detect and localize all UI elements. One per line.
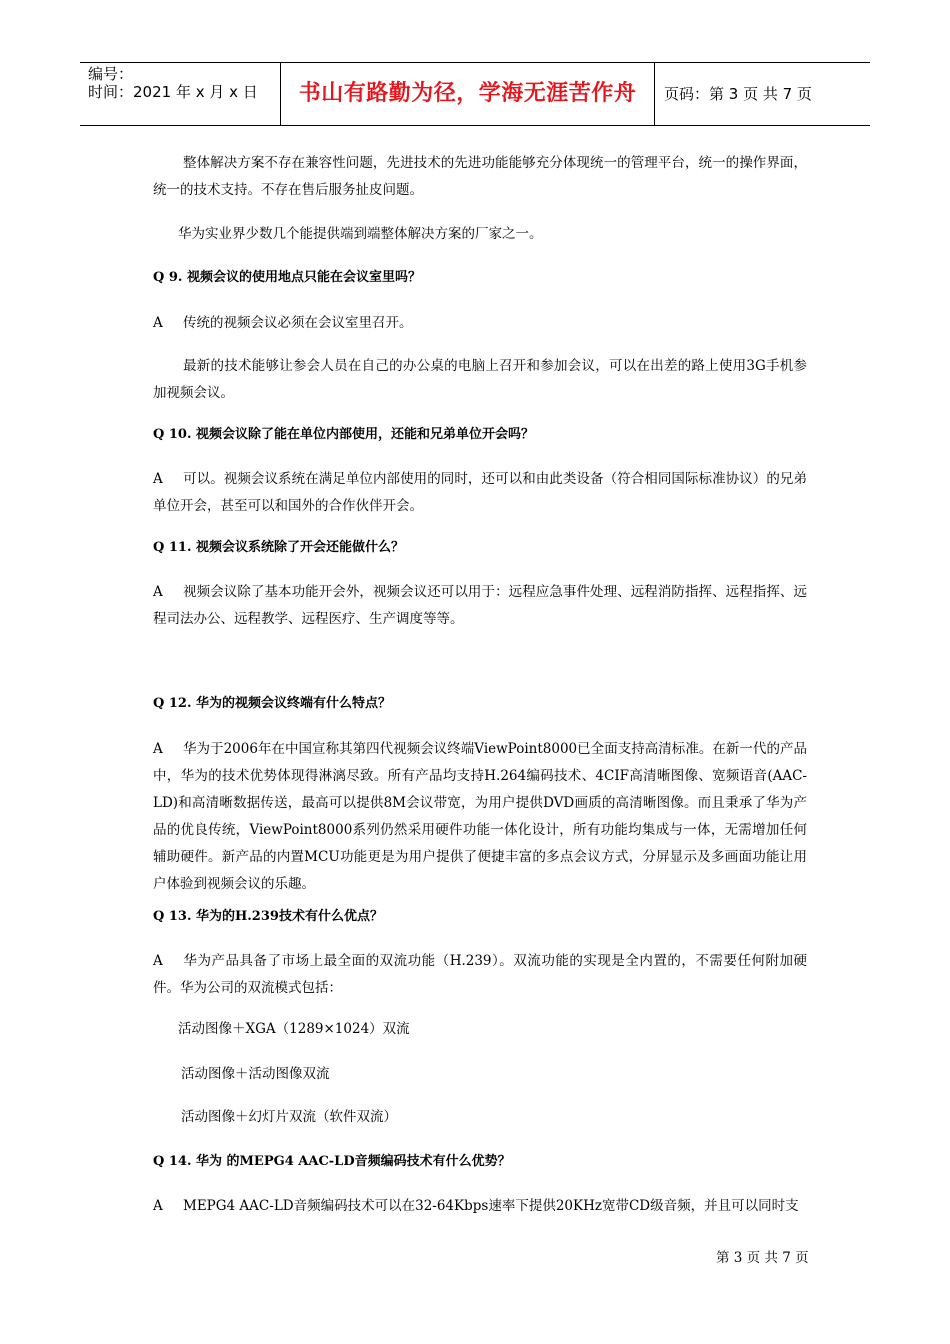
answer-10-text: 可以。视频会议系统在满足单位内部使用的同时，还可以和由此类设备（符合相同国际标准协议）的兄弟单位开会，甚至可以和国外的合作伙伴开会。 [153, 471, 807, 514]
answer-10 [153, 466, 807, 520]
header-divider-right [654, 63, 655, 125]
paragraph-huawei-vendor: 华为实业界少数几个能提供端到端整体解决方案的厂家之一。 [178, 226, 543, 242]
question-9: Q 9. 视频会议的使用地点只能在会议室里吗？ [153, 270, 421, 285]
answer-label: A [153, 584, 163, 600]
question-10: Q 10. 视频会议除了能在单位内部使用，还能和兄弟单位开会吗？ [153, 427, 534, 442]
answer-13-text: 华为产品具备了市场上最全面的双流功能（H.239）。双流功能的实现是全内置的，不需要任何附加硬件。华为公司的双流模式包括： [153, 953, 807, 996]
dual-stream-mode-3: 活动图像＋幻灯片双流（软件双流） [181, 1109, 397, 1125]
answer-label: A [153, 953, 163, 969]
page-footer: 第 3 页 共 7 页 [716, 1250, 809, 1266]
header-meta [88, 63, 288, 125]
question-13: Q 13. 华为的H.239技术有什么优点？ [153, 909, 383, 924]
answer-label: A [153, 315, 163, 331]
question-12: Q 12. 华为的视频会议终端有什么特点？ [153, 696, 391, 711]
question-14: Q 14. 华为 的MEPG4 AAC-LD音频编码技术有什么优势？ [153, 1154, 511, 1169]
answer-14-text: MEPG4 AAC-LD音频编码技术可以在32-64Kbps速率下提供20KHz宽带CD级音频，并且可以同时支 [183, 1198, 799, 1214]
paragraph-solution: 整体解决方案不存在兼容性问题，先进技术的先进功能能够充分体现统一的管理平台，统一的操作界面，统一的技术支持。不存在售后服务扯皮问题。 [153, 155, 807, 198]
header-page-info: 页码：第 3 页 共 7 页 [664, 85, 812, 103]
page-header [80, 62, 870, 126]
answer-11 [153, 579, 807, 633]
header-number-label: 编号： [88, 65, 134, 83]
answer-label: A [153, 1198, 163, 1214]
header-motto: 书山有路勤为径，学海无涯苦作舟 [298, 81, 637, 106]
dual-stream-mode-1: 活动图像＋XGA（1289×1024）双流 [178, 1021, 410, 1037]
answer-9-paragraph2: 最新的技术能够让参会人员在自己的办公桌的电脑上召开和参加会议，可以在出差的路上使用3G手机参加视频会议。 [153, 358, 807, 401]
answer-12-text: 华为于2006年在中国宣称其第四代视频会议终端ViewPoint8000已全面支持高清标准。在新一代的产品中，华为的技术优势体现得淋漓尽致。所有产品均支持H.264编码技术、4CIF高清晰图像、宽频语音(AAC-LD)和高清晰数据传送，最高可以提供8M会议带宽，为用户提供DVD画质的高清晰图像。而且秉承了华为产品的优良传统，ViewPoint8000系列仍然采用硬件功能一体化设计，所有功能均集成与一体，无需增加任何辅助硬件。新产品的内置MCU功能更是为用户提供了便捷丰富的多点会议方式，分屏显示及多画面功能让用户体验到视频会议的乐趣。 [153, 741, 807, 892]
answer-12 [153, 736, 807, 898]
answer-11-text: 视频会议除了基本功能开会外，视频会议还可以用于：远程应急事件处理、远程消防指挥、远程指挥、远程司法办公、远程教学、远程医疗、生产调度等等。 [153, 584, 807, 627]
answer-9-line1 [153, 310, 807, 337]
header-time-label: 时间：2021 年 x 月 x 日 [88, 83, 258, 101]
question-11: Q 11. 视频会议系统除了开会还能做什么？ [153, 540, 404, 555]
answer-label: A [153, 741, 163, 757]
dual-stream-mode-2: 活动图像＋活动图像双流 [181, 1066, 330, 1082]
answer-14 [153, 1193, 807, 1220]
answer-9-text: 传统的视频会议必须在会议室里召开。 [183, 315, 413, 331]
answer-label: A [153, 471, 163, 487]
answer-13 [153, 948, 807, 1002]
